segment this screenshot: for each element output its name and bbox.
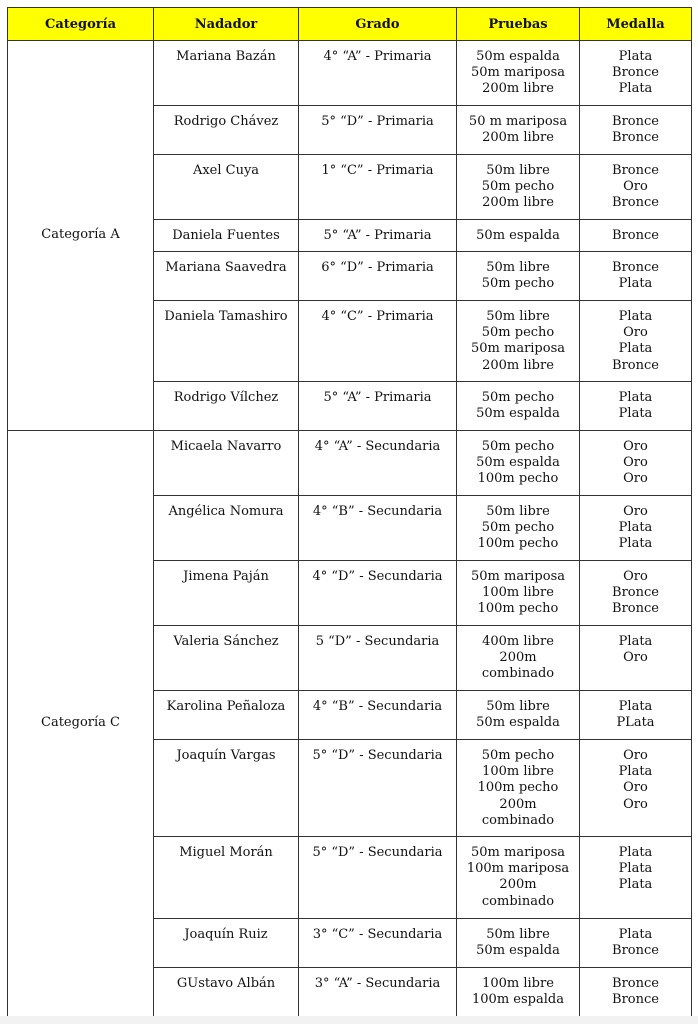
table-row xyxy=(8,41,692,106)
event-item: 100m libre xyxy=(482,585,554,601)
event-item: 100m pecho xyxy=(477,536,559,552)
event-item: 50m libre xyxy=(486,309,550,324)
medal-item: Plata xyxy=(618,764,653,780)
medal-item: Bronce xyxy=(612,65,659,81)
medals-cell xyxy=(580,41,692,106)
event-item: 50m pecho xyxy=(481,390,555,405)
events-cell xyxy=(457,691,580,740)
medal-item: Oro xyxy=(623,504,648,519)
events-cell xyxy=(457,252,580,301)
grade-cell: 5° “D” - Secundaria xyxy=(299,837,457,919)
event-item: combinado xyxy=(481,893,555,909)
swimmer-name-cell: Angélica Nomura xyxy=(154,496,299,561)
medal-item: Oro xyxy=(623,325,648,341)
event-item: 50m libre xyxy=(486,504,550,519)
grade-cell: 4° “C” - Primaria xyxy=(299,301,457,382)
event-item: 50m espalda xyxy=(476,943,560,959)
event-item: 50m mariposa xyxy=(470,65,566,81)
grade-cell: 4° “B” - Secundaria xyxy=(299,691,457,740)
event-item: 50m pecho xyxy=(481,276,555,292)
swimmer-name-cell: Mariana Bazán xyxy=(154,41,299,106)
swimmer-name-cell: Axel Cuya xyxy=(154,155,299,220)
table-body xyxy=(8,41,692,1017)
medal-item: Oro xyxy=(623,569,648,584)
medals-cell xyxy=(580,382,692,431)
medal-item: Bronce xyxy=(612,130,659,146)
event-item: 50m libre xyxy=(486,260,550,275)
event-item: 200m libre xyxy=(482,195,554,211)
grade-cell: 5° “A” - Primaria xyxy=(299,220,457,252)
medal-item: Plata xyxy=(618,634,653,649)
grade-cell: 4° “D” - Secundaria xyxy=(299,561,457,626)
event-item: 200m xyxy=(499,877,537,893)
swimmer-name-cell: Jimena Paján xyxy=(154,561,299,626)
events-cell xyxy=(457,382,580,431)
event-item: 100m mariposa xyxy=(466,861,570,877)
event-item: combinado xyxy=(481,666,555,682)
grade-cell: 5° “D” - Secundaria xyxy=(299,740,457,837)
header-grado: Grado xyxy=(299,8,457,41)
grade-cell: 5 “D” - Secundaria xyxy=(299,626,457,691)
events-cell xyxy=(457,106,580,155)
medals-cell xyxy=(580,968,692,1017)
medal-item: Plata xyxy=(618,861,653,877)
medal-item: PLata xyxy=(616,715,655,731)
medals-cell xyxy=(580,496,692,561)
medal-item: Bronce xyxy=(612,163,659,178)
medal-item: Bronce xyxy=(612,992,659,1008)
medal-item: Bronce xyxy=(612,357,659,373)
medal-item: Bronce xyxy=(612,585,659,601)
grade-cell: 5° “A” - Primaria xyxy=(299,382,457,431)
grade-cell: 6° “D” - Primaria xyxy=(299,252,457,301)
grade-cell: 4° “A” - Secundaria xyxy=(299,431,457,496)
swimmer-name-cell: Miguel Morán xyxy=(154,837,299,919)
medals-cell xyxy=(580,106,692,155)
medals-cell xyxy=(580,837,692,919)
medal-item: Bronce xyxy=(612,943,659,959)
event-item: 200m xyxy=(499,650,537,666)
grade-cell: 1° “C” - Primaria xyxy=(299,155,457,220)
medal-item: Plata xyxy=(618,845,653,860)
medal-item: Plata xyxy=(618,81,653,97)
event-item: combinado xyxy=(481,812,555,828)
event-item: 50m pecho xyxy=(481,520,555,536)
swimmer-name-cell: Daniela Tamashiro xyxy=(154,301,299,382)
medals-cell xyxy=(580,561,692,626)
medal-item: Oro xyxy=(623,455,648,471)
swimmer-name-cell: Valeria Sánchez xyxy=(154,626,299,691)
medals-cell xyxy=(580,691,692,740)
medal-item: Plata xyxy=(618,536,653,552)
medals-cell xyxy=(580,252,692,301)
swimmer-name-cell: Rodrigo Chávez xyxy=(154,106,299,155)
medal-item: Oro xyxy=(623,780,648,796)
medal-item: Oro xyxy=(623,748,648,763)
medal-item: Bronce xyxy=(612,601,659,617)
event-item: 100m pecho xyxy=(477,471,559,487)
event-item: 50m espalda xyxy=(476,715,560,731)
event-item: 200m libre xyxy=(482,81,554,97)
header-medalla: Medalla xyxy=(580,8,692,41)
grade-cell: 4° “A” - Primaria xyxy=(299,41,457,106)
medal-item: Bronce xyxy=(612,195,659,211)
events-cell xyxy=(457,968,580,1017)
medals-cell xyxy=(580,626,692,691)
medal-item: Plata xyxy=(618,309,653,324)
table-header xyxy=(8,8,692,41)
medals-cell xyxy=(580,155,692,220)
medals-cell xyxy=(580,220,692,252)
event-item: 200m xyxy=(499,796,537,812)
event-item: 100m libre xyxy=(482,764,554,780)
medal-item: Plata xyxy=(618,520,653,536)
event-item: 50m espalda xyxy=(476,228,560,243)
event-item: 50m mariposa xyxy=(470,341,566,357)
category-cell: Categoría C xyxy=(8,431,154,1017)
event-item: 50m libre xyxy=(486,163,550,178)
events-cell xyxy=(457,496,580,561)
swimmer-name-cell: Joaquín Ruiz xyxy=(154,919,299,968)
event-item: 50m mariposa xyxy=(470,845,566,860)
header-pruebas: Pruebas xyxy=(457,8,580,41)
events-cell xyxy=(457,431,580,496)
event-item: 400m libre xyxy=(482,634,554,649)
events-cell xyxy=(457,626,580,691)
event-item: 200m libre xyxy=(482,130,554,146)
page-bottom-strip xyxy=(0,1016,698,1024)
event-item: 100m libre xyxy=(482,976,554,991)
medal-item: Plata xyxy=(618,276,653,292)
medal-item: Bronce xyxy=(612,228,659,243)
medal-item: Oro xyxy=(623,179,648,195)
events-cell xyxy=(457,220,580,252)
medal-item: Bronce xyxy=(612,260,659,275)
swimmer-name-cell: Rodrigo Vílchez xyxy=(154,382,299,431)
swimmer-name-cell: GUstavo Albán xyxy=(154,968,299,1017)
category-cell: Categoría A xyxy=(8,41,154,431)
medals-cell xyxy=(580,919,692,968)
swimmer-name-cell: Mariana Saavedra xyxy=(154,252,299,301)
event-item: 50m libre xyxy=(486,699,550,714)
event-item: 100m pecho xyxy=(477,780,559,796)
medal-item: Oro xyxy=(623,471,648,487)
event-item: 50m mariposa xyxy=(470,569,566,584)
events-cell xyxy=(457,740,580,837)
event-item: 50m pecho xyxy=(481,439,555,454)
event-item: 50m espalda xyxy=(476,406,560,422)
medal-item: Plata xyxy=(618,49,653,64)
results-table-container xyxy=(7,7,692,1017)
events-cell xyxy=(457,41,580,106)
medal-item: Bronce xyxy=(612,114,659,129)
table-row xyxy=(8,431,692,496)
grade-cell: 4° “B” - Secundaria xyxy=(299,496,457,561)
medal-item: Plata xyxy=(618,406,653,422)
grade-cell: 5° “D” - Primaria xyxy=(299,106,457,155)
event-item: 100m pecho xyxy=(477,601,559,617)
swimmer-name-cell: Daniela Fuentes xyxy=(154,220,299,252)
medal-item: Plata xyxy=(618,341,653,357)
medal-item: Plata xyxy=(618,877,653,893)
events-cell xyxy=(457,561,580,626)
medals-cell xyxy=(580,301,692,382)
event-item: 50m pecho xyxy=(481,748,555,763)
event-item: 50m libre xyxy=(486,927,550,942)
swim-results-table xyxy=(7,7,692,1017)
medal-item: Plata xyxy=(618,927,653,942)
events-cell xyxy=(457,837,580,919)
event-item: 50m espalda xyxy=(476,49,560,64)
event-item: 200m libre xyxy=(482,357,554,373)
medal-item: Plata xyxy=(618,699,653,714)
event-item: 50m pecho xyxy=(481,325,555,341)
medal-item: Plata xyxy=(618,390,653,405)
swimmer-name-cell: Joaquín Vargas xyxy=(154,740,299,837)
medals-cell xyxy=(580,740,692,837)
header-nadador: Nadador xyxy=(154,8,299,41)
header-row xyxy=(8,8,692,41)
events-cell xyxy=(457,919,580,968)
event-item: 50m pecho xyxy=(481,179,555,195)
header-categoria: Categoría xyxy=(8,8,154,41)
medal-item: Oro xyxy=(623,439,648,454)
swimmer-name-cell: Micaela Navarro xyxy=(154,431,299,496)
medal-item: Oro xyxy=(623,796,648,812)
event-item: 50 m mariposa xyxy=(468,114,568,129)
events-cell xyxy=(457,301,580,382)
medal-item: Oro xyxy=(623,650,648,666)
grade-cell: 3° “C” - Secundaria xyxy=(299,919,457,968)
medal-item: Bronce xyxy=(612,976,659,991)
grade-cell: 3° “A” - Secundaria xyxy=(299,968,457,1017)
event-item: 50m espalda xyxy=(476,455,560,471)
events-cell xyxy=(457,155,580,220)
medals-cell xyxy=(580,431,692,496)
swimmer-name-cell: Karolina Peñaloza xyxy=(154,691,299,740)
event-item: 100m espalda xyxy=(472,992,564,1008)
